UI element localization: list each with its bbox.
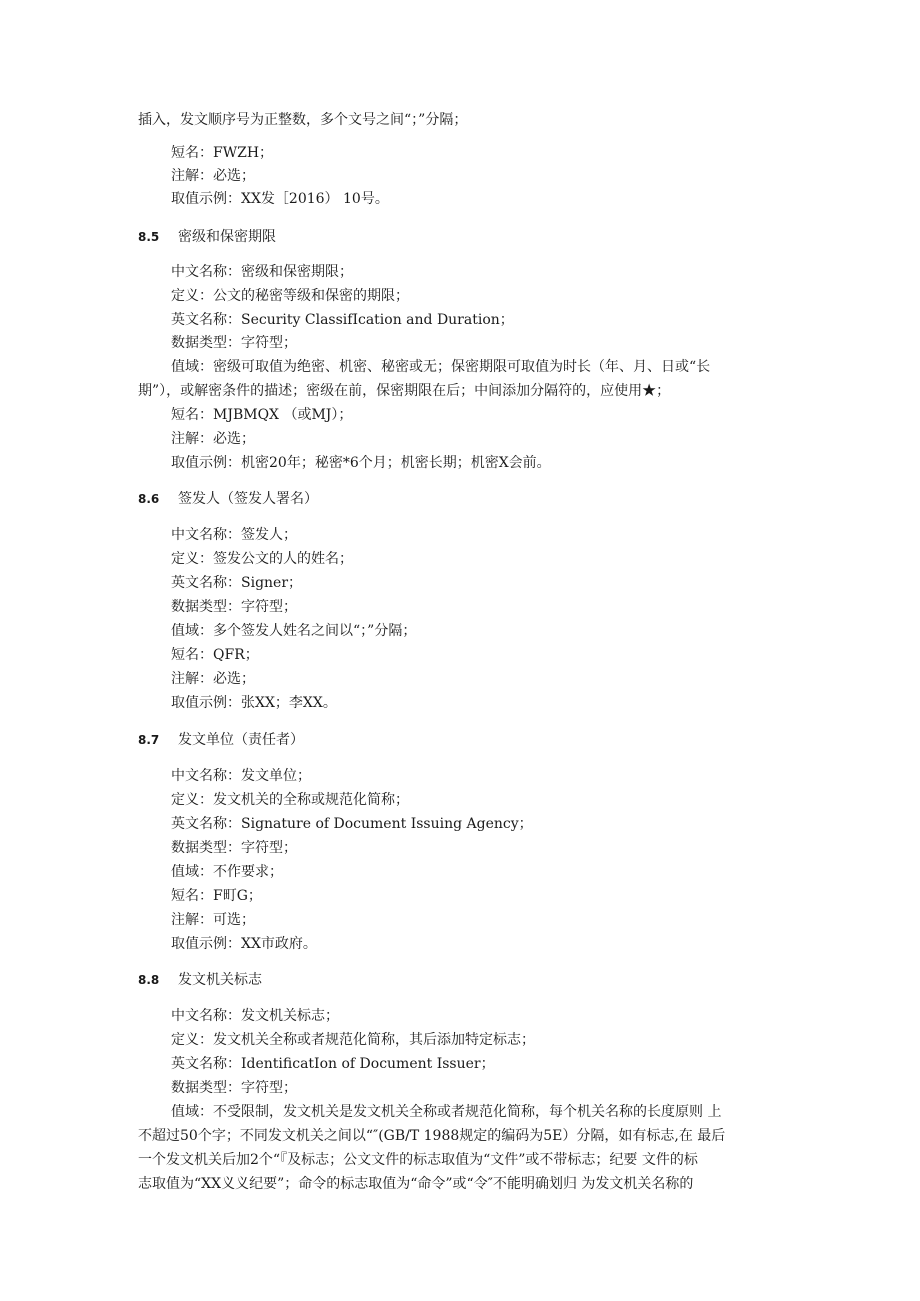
section-number: 8.7 xyxy=(138,733,160,747)
field-line: 定义：发文机关的全称或规范化简称； xyxy=(171,792,409,808)
continuation-text: 插入，发文顺序号为正整数，多个文号之间“；”分隔； xyxy=(138,112,468,128)
section-title: 发文单位（责任者） xyxy=(178,732,304,748)
field-line: 取值示例：机密20年；秘密*6个月；机密长期；机密X会前。 xyxy=(171,455,551,471)
field-line-continuation: 一个发文机关后加2个“『及标志；公文文件的标志取值为“文件”或不带标志；纪要 文件的标 xyxy=(138,1152,698,1168)
section-number: 8.5 xyxy=(138,230,160,244)
field-line: 数据类型：字符型； xyxy=(171,599,297,615)
field-line: 定义：发文机关全称或者规范化简称，其后添加特定标志； xyxy=(171,1032,535,1048)
field-note: 注解：必选； xyxy=(171,168,255,184)
field-line: 取值示例：XX市政府。 xyxy=(171,936,317,952)
section-heading-8-5 xyxy=(138,227,276,247)
field-line: 取值示例：张XX；李XX。 xyxy=(171,695,337,711)
field-line: 中文名称：签发人； xyxy=(171,527,297,543)
field-example: 取值示例：XX发［2016） 10号。 xyxy=(171,191,389,207)
field-line: 英文名称：IdentificatIon of Document Issuer； xyxy=(171,1056,495,1072)
field-line-continuation: 不超过50个字；不同发文机关之间以“″(GB/T 1988规定的编码为5E）分隔，如有标志,在 最后 xyxy=(138,1128,726,1144)
field-line: 值域：多个签发人姓名之间以“；”分隔； xyxy=(171,623,417,639)
field-line: 注解：必选； xyxy=(171,671,255,687)
section-title: 发文机关标志 xyxy=(178,972,262,988)
field-line: 数据类型：字符型； xyxy=(171,335,297,351)
field-line: 英文名称：Security ClassifIcation and Duration； xyxy=(171,312,514,328)
field-line-continuation: 志取值为“XX义义纪要”；命令的标志取值为“命令”或“令″不能明确划归 为发文机关名称的 xyxy=(138,1176,694,1192)
field-line: 中文名称：密级和保密期限； xyxy=(171,264,353,280)
section-heading-8-8 xyxy=(138,970,262,990)
field-line: 值域：不受限制，发文机关是发文机关全称或者规范化简称，每个机关名称的长度原则 上 xyxy=(171,1104,722,1120)
section-title: 密级和保密期限 xyxy=(178,229,276,245)
section-title: 签发人（签发人署名） xyxy=(178,491,318,507)
section-number: 8.6 xyxy=(138,492,160,506)
field-line: 值域：密级可取值为绝密、机密、秘密或无；保密期限可取值为时长（年、月、日或“长 xyxy=(171,359,711,375)
field-line: 注解：可选； xyxy=(171,912,255,928)
field-line: 中文名称：发文机关标志； xyxy=(171,1008,339,1024)
field-line: 短名：QFR； xyxy=(171,647,259,663)
field-line: 注解：必选； xyxy=(171,431,255,447)
field-line: 数据类型：字符型； xyxy=(171,840,297,856)
field-line: 短名：F町G； xyxy=(171,888,262,904)
field-line: 中文名称：发文单位； xyxy=(171,768,311,784)
field-line: 英文名称：Signer； xyxy=(171,575,303,591)
field-line: 定义：签发公文的人的姓名； xyxy=(171,551,353,567)
field-line: 数据类型：字符型； xyxy=(171,1080,297,1096)
section-heading-8-7 xyxy=(138,730,304,750)
field-short-name: 短名：FWZH； xyxy=(171,145,274,161)
field-line: 英文名称：Signature of Document Issuing Agency； xyxy=(171,816,533,832)
field-line: 值域：不作要求； xyxy=(171,864,283,880)
field-line: 短名：MJBMQX （或MJ）； xyxy=(171,407,353,423)
section-heading-8-6 xyxy=(138,489,318,509)
section-number: 8.8 xyxy=(138,973,160,987)
field-line-continuation: 期”），或解密条件的描述；密级在前，保密期限在后；中间添加分隔符的，应使用★； xyxy=(138,383,671,399)
field-line: 定义：公文的秘密等级和保密的期限； xyxy=(171,288,409,304)
